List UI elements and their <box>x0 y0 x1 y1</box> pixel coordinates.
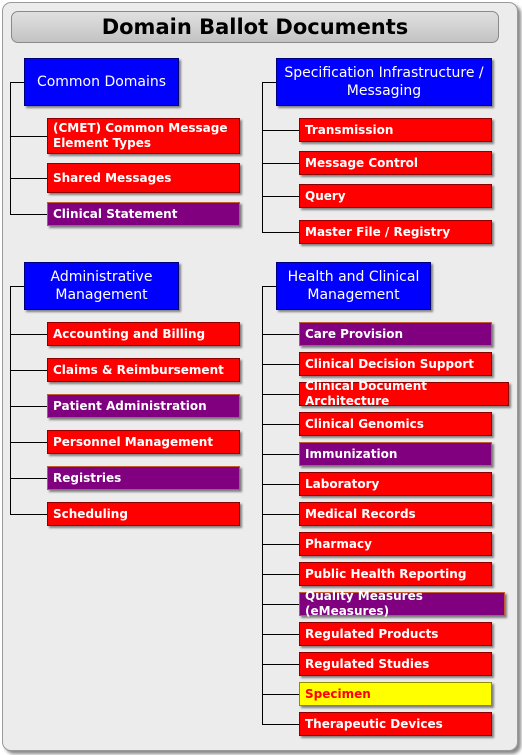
domain-box-transmission: Transmission <box>299 118 492 142</box>
domain-box-regulated-products: Regulated Products <box>299 622 492 646</box>
domain-box-shared-messages: Shared Messages <box>47 163 240 193</box>
health-clinical-management-branch-line <box>262 514 299 515</box>
specification-infrastructure-branch-line <box>262 163 299 164</box>
domain-box-therapeutic-devices: Therapeutic Devices <box>299 712 492 736</box>
domain-box-care-provision: Care Provision <box>299 322 492 346</box>
domain-box-regulated-studies: Regulated Studies <box>299 652 492 676</box>
common-domains-branch-line <box>10 214 47 215</box>
health-clinical-management-branch-line <box>262 484 299 485</box>
domain-box-laboratory: Laboratory <box>299 472 492 496</box>
domain-box-registries: Registries <box>47 466 240 490</box>
administrative-management-branch-line <box>10 334 47 335</box>
domain-box-medical-records: Medical Records <box>299 502 492 526</box>
specification-infrastructure-trunk-line <box>262 82 263 233</box>
health-clinical-management-branch-line <box>262 634 299 635</box>
domain-box-pharmacy: Pharmacy <box>299 532 492 556</box>
health-clinical-management-branch-line <box>262 424 299 425</box>
health-clinical-management-branch-line <box>262 334 299 335</box>
health-clinical-management-branch-line <box>262 694 299 695</box>
domain-box-personnel-management: Personnel Management <box>47 430 240 454</box>
specification-infrastructure-branch-line <box>262 196 299 197</box>
specification-infrastructure-header-connector <box>262 82 276 83</box>
health-clinical-management-header: Health and Clinical Management <box>276 262 431 310</box>
administrative-management-branch-line <box>10 478 47 479</box>
health-clinical-management-branch-line <box>262 664 299 665</box>
domain-box-scheduling: Scheduling <box>47 502 240 526</box>
health-clinical-management-trunk-line <box>262 286 263 725</box>
domain-box-specimen: Specimen <box>299 682 492 706</box>
diagram-title: Domain Ballot Documents <box>11 11 499 43</box>
common-domains-trunk-line <box>10 82 11 215</box>
domain-box-clinical-decision-support: Clinical Decision Support <box>299 352 492 376</box>
domain-box-quality-measures-emeasures: Quality Measures (eMeasures) <box>299 592 505 616</box>
domain-box-accounting-and-billing: Accounting and Billing <box>47 322 240 346</box>
domain-box-claims-reimbursement: Claims & Reimbursement <box>47 358 240 382</box>
specification-infrastructure-branch-line <box>262 130 299 131</box>
common-domains-header: Common Domains <box>24 58 179 106</box>
domain-box-clinical-genomics: Clinical Genomics <box>299 412 492 436</box>
health-clinical-management-branch-line <box>262 364 299 365</box>
administrative-management-branch-line <box>10 370 47 371</box>
health-clinical-management-branch-line <box>262 574 299 575</box>
domain-box-clinical-document-architecture: Clinical Document Architecture <box>299 382 509 406</box>
specification-infrastructure-branch-line <box>262 232 299 233</box>
administrative-management-branch-line <box>10 406 47 407</box>
domain-box-immunization: Immunization <box>299 442 492 466</box>
administrative-management-trunk-line <box>10 286 11 515</box>
administrative-management-branch-line <box>10 442 47 443</box>
domain-box-master-file-registry: Master File / Registry <box>299 220 492 244</box>
common-domains-branch-line <box>10 178 47 179</box>
domain-box-query: Query <box>299 184 492 208</box>
administrative-management-header: Administrative Management <box>24 262 179 310</box>
common-domains-header-connector <box>10 82 24 83</box>
health-clinical-management-branch-line <box>262 724 299 725</box>
administrative-management-header-connector <box>10 286 24 287</box>
common-domains-branch-line <box>10 136 47 137</box>
domain-box-message-control: Message Control <box>299 151 492 175</box>
domain-box-public-health-reporting: Public Health Reporting <box>299 562 492 586</box>
health-clinical-management-branch-line <box>262 454 299 455</box>
domain-box-clinical-statement: Clinical Statement <box>47 202 240 226</box>
administrative-management-branch-line <box>10 514 47 515</box>
health-clinical-management-branch-line <box>262 604 299 605</box>
domain-box-cmet-common-message-element-types: (CMET) Common Message Element Types <box>47 118 240 154</box>
health-clinical-management-branch-line <box>262 544 299 545</box>
specification-infrastructure-header: Specification Infrastructure / Messaging <box>276 58 492 106</box>
domain-box-patient-administration: Patient Administration <box>47 394 240 418</box>
health-clinical-management-branch-line <box>262 394 299 395</box>
health-clinical-management-header-connector <box>262 286 276 287</box>
